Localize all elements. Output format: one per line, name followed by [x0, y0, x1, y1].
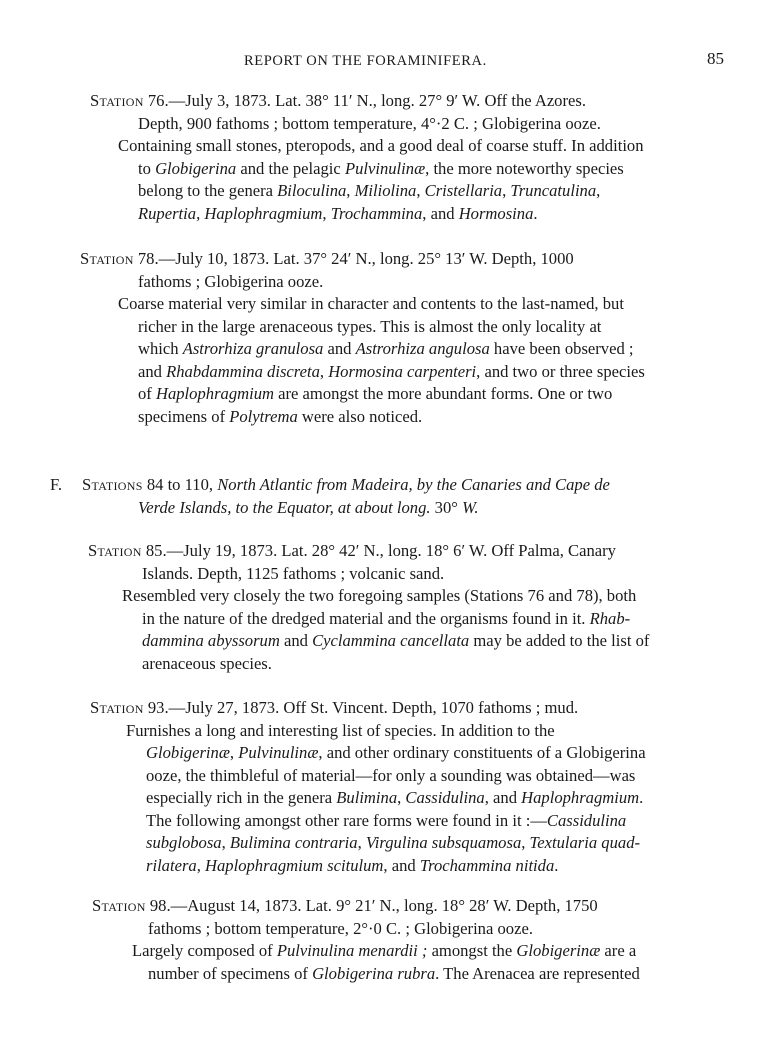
text-line — [146, 832, 646, 855]
text-run: may be added to the list of — [469, 631, 650, 650]
station-98-body-first — [132, 940, 636, 963]
text-run: and the pelagic — [236, 158, 345, 178]
text-run: , — [322, 203, 331, 223]
italic-text-run: Biloculina — [277, 181, 347, 200]
text-run: . — [639, 788, 644, 807]
italic-text-run: Globigerina rubra — [312, 963, 436, 983]
station-85-heading-cont — [142, 563, 444, 586]
italic-text-run: rilatera — [146, 855, 197, 875]
running-title: REPORT ON THE FORAMINIFERA. — [244, 53, 487, 69]
italic-text-run: Truncatulina — [510, 181, 597, 200]
station-label: Station — [92, 896, 146, 915]
text-run: , and — [383, 855, 420, 875]
text-line — [138, 383, 645, 406]
italic-text-run: Haplophragmium scitulum — [205, 855, 384, 875]
italic-text-run: Astrorhiza granulosa — [182, 339, 324, 358]
running-head — [0, 50, 776, 72]
italic-text-run: Hormosina carpenteri — [328, 361, 477, 381]
text-line — [132, 940, 636, 963]
text-line — [80, 248, 574, 271]
text-line — [146, 787, 646, 810]
section-f-heading — [82, 474, 610, 497]
station-label: Station — [80, 249, 134, 268]
text-line — [142, 630, 649, 653]
text-run: . — [554, 855, 559, 875]
text-run: , — [221, 833, 230, 852]
station-78-body — [138, 316, 645, 429]
station-number: 93. — [147, 698, 169, 717]
station-heading-line: fathoms ; Globigerina ooze. — [138, 271, 324, 291]
text-run: were also noticed. — [297, 406, 423, 426]
text-run: , — [416, 181, 425, 200]
italic-text-run: Miliolina — [354, 181, 417, 200]
text-line — [118, 135, 644, 158]
station-78-heading — [80, 248, 574, 271]
text-run: , — [521, 833, 530, 852]
text-line — [122, 585, 636, 608]
text-run: and — [279, 631, 313, 650]
text-run: , and — [422, 203, 459, 223]
text-run: The following amongst other rare forms were found in it :— — [146, 810, 547, 830]
station-93-body-first — [126, 720, 555, 743]
text-run: , — [397, 788, 406, 807]
italic-text-run: Pulvinulinæ — [344, 158, 426, 178]
paragraph-line: Coarse material very similar in character and contents to the last-named, but — [118, 294, 624, 313]
text-line — [138, 338, 645, 361]
text-run: arenaceous species. — [142, 653, 272, 673]
text-run: Largely composed of — [132, 941, 277, 960]
text-line — [90, 697, 578, 720]
text-line — [138, 113, 601, 136]
italic-text-run: subglobosa — [146, 833, 222, 852]
italic-text-run: Bulimina — [336, 788, 398, 807]
text-run: , and — [484, 788, 522, 807]
italic-text-run: Rhabdammina discreta — [166, 361, 320, 381]
text-run: , — [596, 181, 601, 200]
text-line — [118, 293, 624, 316]
text-run: , — [229, 743, 239, 762]
text-run: , — [346, 181, 355, 200]
text-run: specimens of — [138, 406, 230, 426]
italic-text-run: North Atlantic from Madeira, by the Canaries and Cape de — [217, 475, 610, 494]
text-line — [146, 765, 646, 788]
text-line — [92, 895, 598, 918]
station-76-body — [138, 158, 624, 226]
italic-text-run: dammina abyssorum — [142, 631, 280, 650]
station-98-body — [148, 963, 640, 986]
station-number: 76. — [147, 91, 169, 110]
text-line — [88, 540, 616, 563]
text-run: , — [196, 855, 206, 875]
text-line — [138, 180, 624, 203]
station-number: 78. — [137, 249, 159, 268]
station-heading-line: —July 10, 1873. Lat. 37° 24′ N., long. 25° 13′ W. Depth, 1000 — [158, 249, 574, 268]
station-85-body — [142, 608, 649, 676]
text-run: , and two or three species — [476, 361, 645, 381]
italic-text-run: Hormosina — [458, 203, 534, 223]
text-run: ooze, the thimbleful of material—for only a sounding was obtained—was — [146, 765, 636, 785]
text-line — [138, 271, 323, 294]
station-76-heading-cont — [138, 113, 601, 136]
text-run: richer in the large arenaceous types. This is almost the only locality at — [138, 316, 602, 336]
text-line — [82, 474, 610, 497]
text-line — [138, 406, 645, 429]
italic-text-run: Cyclammina cancellata — [312, 631, 470, 650]
text-run: are a — [600, 941, 637, 960]
text-run: have been observed ; — [489, 339, 634, 358]
text-line — [146, 855, 646, 878]
text-run: . The Arenacea are represented — [435, 963, 640, 983]
italic-text-run: W. — [462, 497, 479, 517]
station-heading-line: —July 3, 1873. Lat. 38° 11′ N., long. 27° 9′ W. Off the Azores. — [168, 91, 586, 110]
paragraph-line: Furnishes a long and interesting list of species. In addition to the — [126, 720, 555, 740]
text-run: , — [319, 361, 329, 381]
text-run: number of specimens of — [148, 963, 313, 983]
station-heading-line: —July 19, 1873. Lat. 28° 42′ N., long. 18° 6′ W. Off Palma, Canary — [166, 541, 616, 560]
italic-text-run: Globigerinæ — [146, 743, 230, 762]
station-heading-line: —August 14, 1873. Lat. 9° 21′ N., long. 18° 28′ W. Depth, 1750 — [170, 896, 598, 915]
italic-text-run: Trochammina nitida — [419, 855, 555, 875]
italic-text-run: Cristellaria — [424, 181, 503, 200]
text-line — [138, 316, 645, 339]
station-78-body-first — [118, 293, 624, 316]
station-label: Station — [88, 541, 142, 560]
station-85-body-first — [122, 585, 636, 608]
text-run: 30° — [430, 497, 463, 517]
italic-text-run: Pulvinulinæ — [238, 743, 319, 762]
text-run: . — [533, 203, 538, 223]
text-run: of — [138, 384, 156, 403]
text-line — [90, 90, 586, 113]
station-76-body-first — [118, 135, 644, 158]
station-heading-line: Depth, 900 fathoms ; bottom temperature, 4°·2 C. ; Globigerina ooze. — [138, 113, 601, 133]
text-run: which — [138, 339, 183, 358]
text-line — [146, 810, 646, 833]
station-93-body — [146, 742, 646, 877]
text-run: , the more noteworthy species — [425, 158, 624, 178]
italic-text-run: Rupertia — [138, 203, 197, 223]
italic-text-run: Virgulina subsquamosa — [365, 833, 522, 852]
italic-text-run: Trochammina — [330, 203, 423, 223]
text-line — [148, 963, 640, 986]
text-run: and — [323, 339, 356, 358]
text-run: 84 to 110, — [142, 475, 218, 494]
text-run: belong to the genera — [138, 181, 278, 200]
page-number: 85 — [707, 49, 724, 68]
italic-text-run: Bulimina contraria — [229, 833, 358, 852]
italic-text-run: Polytrema — [229, 406, 298, 426]
station-label: Station — [90, 698, 144, 717]
text-run: , — [196, 203, 205, 223]
station-number: 98. — [149, 896, 171, 915]
station-heading-line: Islands. Depth, 1125 fathoms ; volcanic sand. — [142, 563, 445, 583]
station-85-heading — [88, 540, 616, 563]
text-run: especially rich in the genera — [146, 788, 337, 807]
italic-text-run: Cassidulina — [405, 788, 485, 807]
text-line — [142, 608, 649, 631]
text-line — [142, 653, 649, 676]
text-line — [126, 720, 555, 743]
station-number: 85. — [145, 541, 167, 560]
text-run: , — [357, 833, 366, 852]
text-line — [138, 158, 624, 181]
text-run: are amongst the more abundant forms. One or two — [274, 384, 613, 403]
text-line — [146, 742, 646, 765]
italic-text-run: Rhab- — [589, 608, 631, 628]
section-letter: F. — [50, 475, 63, 494]
italic-text-run: Verde Islands, to the Equator, at about long. — [138, 497, 431, 517]
text-run: amongst the — [427, 941, 517, 960]
station-98-heading-cont — [148, 918, 533, 941]
text-run: , and other ordinary constituents of a Globigerina — [318, 743, 646, 762]
italic-text-run: Cassidulina — [546, 810, 627, 830]
text-run: , — [502, 181, 511, 200]
text-line — [138, 497, 479, 520]
text-run: to — [138, 158, 156, 178]
text-line — [138, 361, 645, 384]
station-heading-line: fathoms ; bottom temperature, 2°·0 C. ; Globigerina ooze. — [148, 918, 533, 938]
text-run: in the nature of the dredged material and the organisms found in it. — [142, 608, 590, 628]
station-93-heading — [90, 697, 578, 720]
text-line — [148, 918, 533, 941]
station-76-heading — [90, 90, 586, 113]
text-run: and — [138, 361, 167, 381]
station-78-heading-cont — [138, 271, 323, 294]
station-heading-line: —July 27, 1873. Off St. Vincent. Depth, 1070 fathoms ; mud. — [168, 698, 579, 717]
italic-text-run: Haplophragmium — [521, 788, 640, 807]
italic-text-run: Haplophragmium — [204, 203, 323, 223]
section-f-heading-cont — [138, 497, 479, 520]
station-98-heading — [92, 895, 598, 918]
italic-text-run: Globigerina — [155, 158, 237, 178]
italic-text-run: Pulvinulina menardii ; — [276, 941, 428, 960]
italic-text-run: Haplophragmium — [155, 384, 274, 403]
italic-text-run: Astrorhiza angulosa — [355, 339, 490, 358]
text-line — [138, 203, 624, 226]
paragraph-line: Resembled very closely the two foregoing samples (Stations 76 and 78), both — [122, 586, 637, 605]
italic-text-run: Textularia quad- — [529, 833, 641, 852]
station-label: Station — [90, 91, 144, 110]
italic-text-run: Globigerinæ — [516, 941, 601, 960]
text-line — [142, 563, 444, 586]
paragraph-line: Containing small stones, pteropods, and a good deal of coarse stuff. In addition — [118, 136, 644, 155]
text-run: Stations — [82, 475, 143, 494]
